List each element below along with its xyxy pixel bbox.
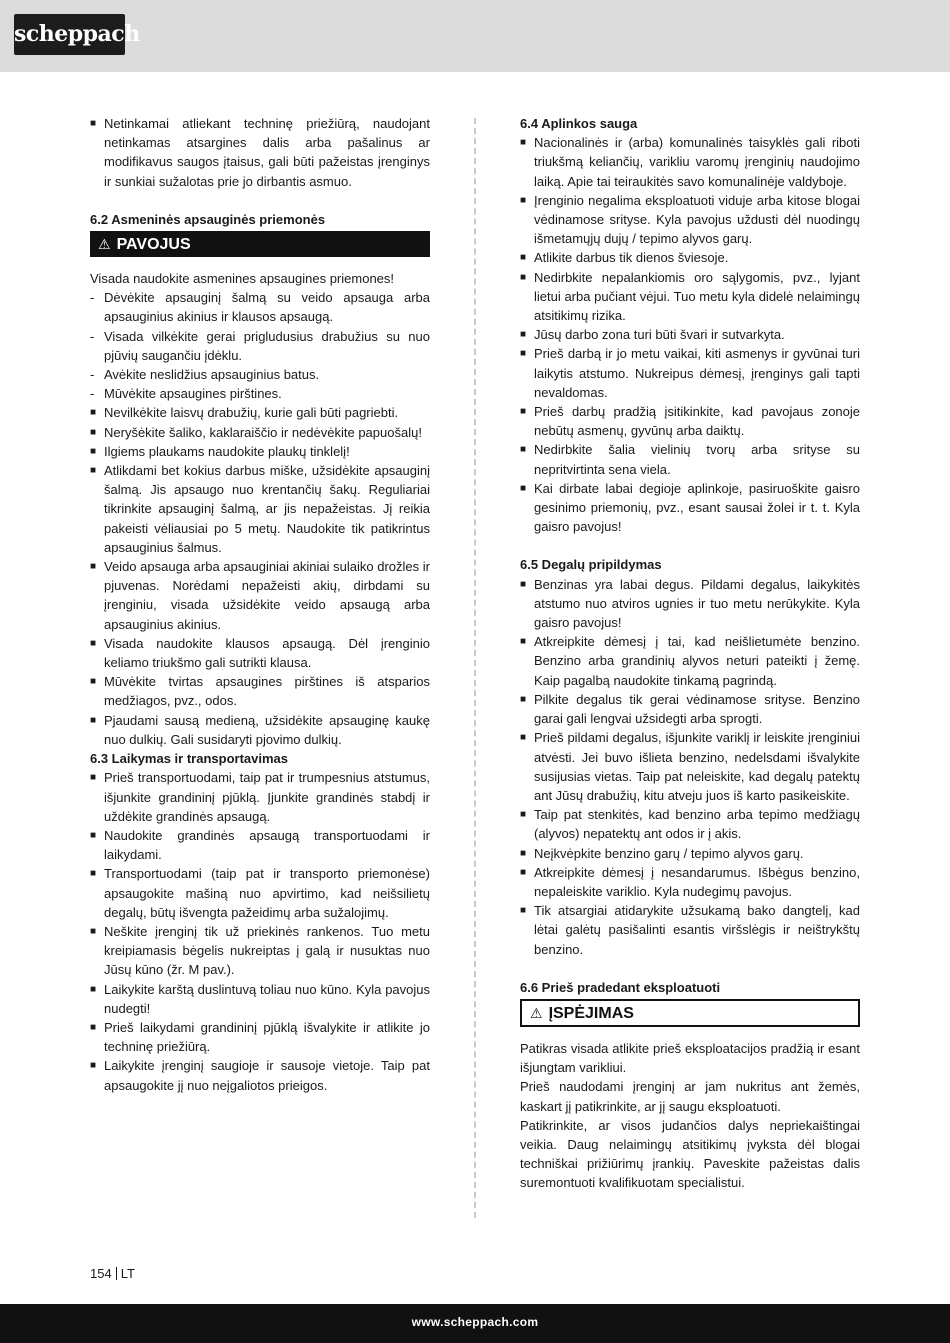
list-item: ■ Prieš laikydami grandininį pjūklą išvalykite ir atlikite jo techninę priežiūrą. [90, 1019, 430, 1055]
paragraph: Prieš naudodami įrenginį ar jam nukritus ant žemės, kaskart jį patikrinkite, ar jį saugu eksploatuoti. [520, 1079, 860, 1114]
list-item: ■ Kai dirbate labai degioje aplinkoje, pasiruoškite gaisro gesinimo priemonių, pvz., esant sausai žolei ir t. t. Kyla gaisro pavojus! [520, 480, 860, 535]
list-item: ■ Nedirbkite šalia vielinių tvorų arba srityse su nepritvirtinta sena viela. [520, 442, 860, 477]
list-item: ■ Laikykite įrenginį saugioje ir sausoje vietoje. Taip pat apsaugokite jį nuo neįgaliotos prieigos. [90, 1058, 430, 1093]
list-item: ■ Transportuodami (taip pat ir transporto priemonėse) apsaugokite mašiną nuo apvirtimo, kad neišsilietų degalų, būtų išvengta pažeidimų arba sužalojimų. [90, 866, 430, 920]
list-item: ■ Neškite įrenginį tik už priekinės rankenos. Tuo metu kreipiamasis bėgelis nukreiptas į galą ir nusuktas nuo Jūsų kūno (žr. M pav.). [90, 923, 430, 978]
list-item: ■ Prieš transportuodami, taip pat ir trumpesnius atstumus, išjunkite grandininį pjūklą. Įjunkite grandinės stabdį ir uždėkite grandinės apsaugą. [90, 770, 430, 824]
header-bar [0, 0, 950, 72]
list-item: ■ Visada naudokite klausos apsaugą. Dėl įrenginio keliamo triukšmo gali sutrikti klausa. [90, 635, 430, 671]
list-item: ■ Prieš darbų pradžią įsitikinkite, kad pavojaus zonoje nebūtų asmenų, gyvūnų arba daiktų. [520, 404, 860, 439]
page-number: 154 LT [90, 1266, 135, 1281]
danger-box: ⚠ PAVOJUS [90, 231, 430, 257]
warning-triangle-icon: ⚠ [98, 236, 111, 253]
list-item: ■ Benzinas yra labai degus. Pildami degalus, laikykitės atstumo nuo atviros ugnies ir tuo metu nerūkykite. Kyla gaisro pavojus! [520, 576, 860, 631]
list-item: ■ Neryšėkite šaliko, kaklaraiščio ir nedėvėkite papuošalų! [90, 424, 422, 440]
section-heading-6-6: 6.6 Prieš pradedant eksploatuoti [520, 979, 721, 995]
list-item: ■ Atkreipkite dėmesį į tai, kad neišlietumėte benzino. Benzino arba grandinių alyvos neturi pateikti į žemę. Kaip pagalbą naudokite tinkamą pagrindą. [520, 634, 860, 688]
list-item: ■ Taip pat stenkitės, kad benzino arba tepimo medžiagų (alyvos) nepatektų ant odos ir į akis. [520, 807, 860, 842]
list-item: ■ Prieš darbą ir jo metu vaikai, kiti asmenys ir gyvūnai turi laikytis atstumo. Nukreipus dėmesį, įrenginys gali tapti nevaldomas. [520, 346, 860, 400]
section-heading-6-3: 6.3 Laikymas ir transportavimas [90, 751, 288, 767]
list-item: ■ Neįkvėpkite benzino garų / tepimo alyvos garų. [520, 845, 804, 861]
section-heading-6-5: 6.5 Degalų pripildymas [520, 557, 662, 573]
list-item: ■ Mūvėkite tvirtas apsaugines pirštines iš atsparios medžiagos, pvz., odos. [90, 674, 430, 709]
list-item: ■ Veido apsauga arba apsauginiai akiniai sulaiko drožles ir pjuvenas. Norėdami nepažeisti akių, dirbdami su įrenginiu, visada užsidėkite veido apsaugą arba apsauginius akinius. [90, 559, 430, 632]
storage-section [90, 768, 430, 1094]
list-item: ■ Nevilkėkite laisvų drabužių, kurie gali būti pagriebti. [90, 405, 399, 421]
warning-box: ⚠ ĮSPĖJIMAS [520, 999, 860, 1027]
before-operation-section [520, 1039, 860, 1193]
scheppach-logo: scheppach [14, 14, 125, 55]
environment-section [520, 133, 860, 536]
website-link[interactable]: www.scheppach.com [411, 1315, 539, 1329]
ppe-section [90, 269, 430, 749]
list-item: ■ Jūsų darbo zona turi būti švari ir sutvarkyta. [520, 327, 785, 343]
list-item: ■ Prieš pildami degalus, išjunkite variklį ir leiskite įrenginiui atvėsti. Jei buvo išlieta benzino, nedelsdami išvalykite susijusias vietas. Taip pat neleiskite, kad degalų patektų ant Jūsų drabužių, kitu atveju juos iš karto pasikeiskite. [520, 730, 860, 803]
refuelling-section [520, 575, 860, 959]
dash-item: - Avėkite neslidžius apsauginius batus. [90, 367, 320, 383]
paragraph: Patikras visada atlikite prieš eksploatacijos pradžią ir esant išjungtam varikliui. [520, 1040, 860, 1076]
list-item: ■ Atkreipkite dėmesį į nesandarumus. Išbėgus benzino, nepaleiskite variklio. Kyla nudegimų pavojus. [520, 864, 860, 899]
dash-item: - Visada vilkėkite gerai prigludusius drabužius su nuo pjūvių saugančiu įdėklu. [90, 328, 430, 363]
section-heading-6-4: 6.4 Aplinkos sauga [520, 116, 638, 131]
list-item: ■ Naudokite grandinės apsaugą transportuodami ir laikydami. [90, 827, 430, 863]
paragraph: Patikrinkite, ar visos judančios dalys nepriekaištingai veikia. Daug nelaimingų atsitikimų įvyksta dėl blogai techniškai prižiūrimų įrankių. Paveskite pažeistas dalis suremontuoti kvalifikuotam specialistui. [520, 1117, 860, 1191]
dash-item: - Mūvėkite apsaugines pirštines. [90, 386, 282, 402]
column-divider [474, 118, 476, 1218]
section-heading-6-2: 6.2 Asmeninės apsauginės priemonės [90, 211, 326, 227]
left-column [90, 114, 430, 1095]
warning-triangle-icon: ⚠ [530, 1004, 543, 1021]
list-item: ■ Nedirbkite nepalankiomis oro sąlygomis, pvz., lyjant lietui arba pučiant vėjui. Tuo metu kyla didelė nelaimingų atsitikimų rizika. [520, 269, 860, 324]
right-column [520, 114, 860, 1193]
list-item: ■ Įrenginio negalima eksploatuoti viduje arba kitose blogai vėdinamose srityse. Kyla pavojus uždusti dėl nuodingų išmetamųjų dujų / tepimo alyvos garų. [520, 192, 860, 247]
list-item: ■ Netinkamai atliekant techninę priežiūrą, naudojant netinkamas atsargines dalis arba pašalinus ar modifikavus saugos įtaisus, gali būti pažeistas įrenginys ir sunkiai sužalotas prie jo dirbantis asmuo. [90, 116, 430, 189]
list-item: ■ Pjaudami sausą medieną, užsidėkite apsauginę kaukę nuo dulkių. Gali susidaryti pjovimo dulkių. [90, 712, 430, 747]
ppe-lead: Visada naudokite asmenines apsaugines priemones! [90, 271, 395, 287]
list-item: ■ Atlikdami bet kokius darbus miške, užsidėkite apsauginį šalmą. Jis apsaugo nuo krentančių šakų. Reguliariai tikrinkite apsauginį šalmą, ar jis nepažeistas. Jį reikia pakeisti vėliausiai po 5 metų. Naudokite tik patikrintus apsauginius šalmus. [90, 463, 430, 555]
page-separator [116, 1267, 117, 1280]
list-item: ■ Atlikite darbus tik dienos šviesoje. [520, 250, 729, 266]
list-item: ■ Ilgiems plaukams naudokite plaukų tinklelį! [90, 443, 350, 459]
list-item: ■ Laikykite karštą duslintuvą toliau nuo kūno. Kyla pavojus nudegti! [90, 981, 430, 1016]
list-item: ■ Nacionalinės ir (arba) komunalinės taisyklės gali riboti triukšmą keliančių, varikliu varomų įrenginių naudojimo laiką. Apie tai teiraukitės savo komunalinėje valdyboje. [520, 135, 860, 189]
list-item: ■ Pilkite degalus tik gerai vėdinamose srityse. Benzino garai gali lengvai užsidegti arba sprogti. [520, 691, 860, 727]
intro-list [90, 114, 430, 191]
list-item: ■ Tik atsargiai atidarykite užsukamą bako dangtelį, kad lėtai galėtų pasišalinti esantis viršslėgis ir neištrykštų benzino. [520, 903, 860, 957]
dash-item: - Dėvėkite apsauginį šalmą su veido apsauga arba apsauginius akinius ir klausos apsaugą. [90, 290, 430, 325]
